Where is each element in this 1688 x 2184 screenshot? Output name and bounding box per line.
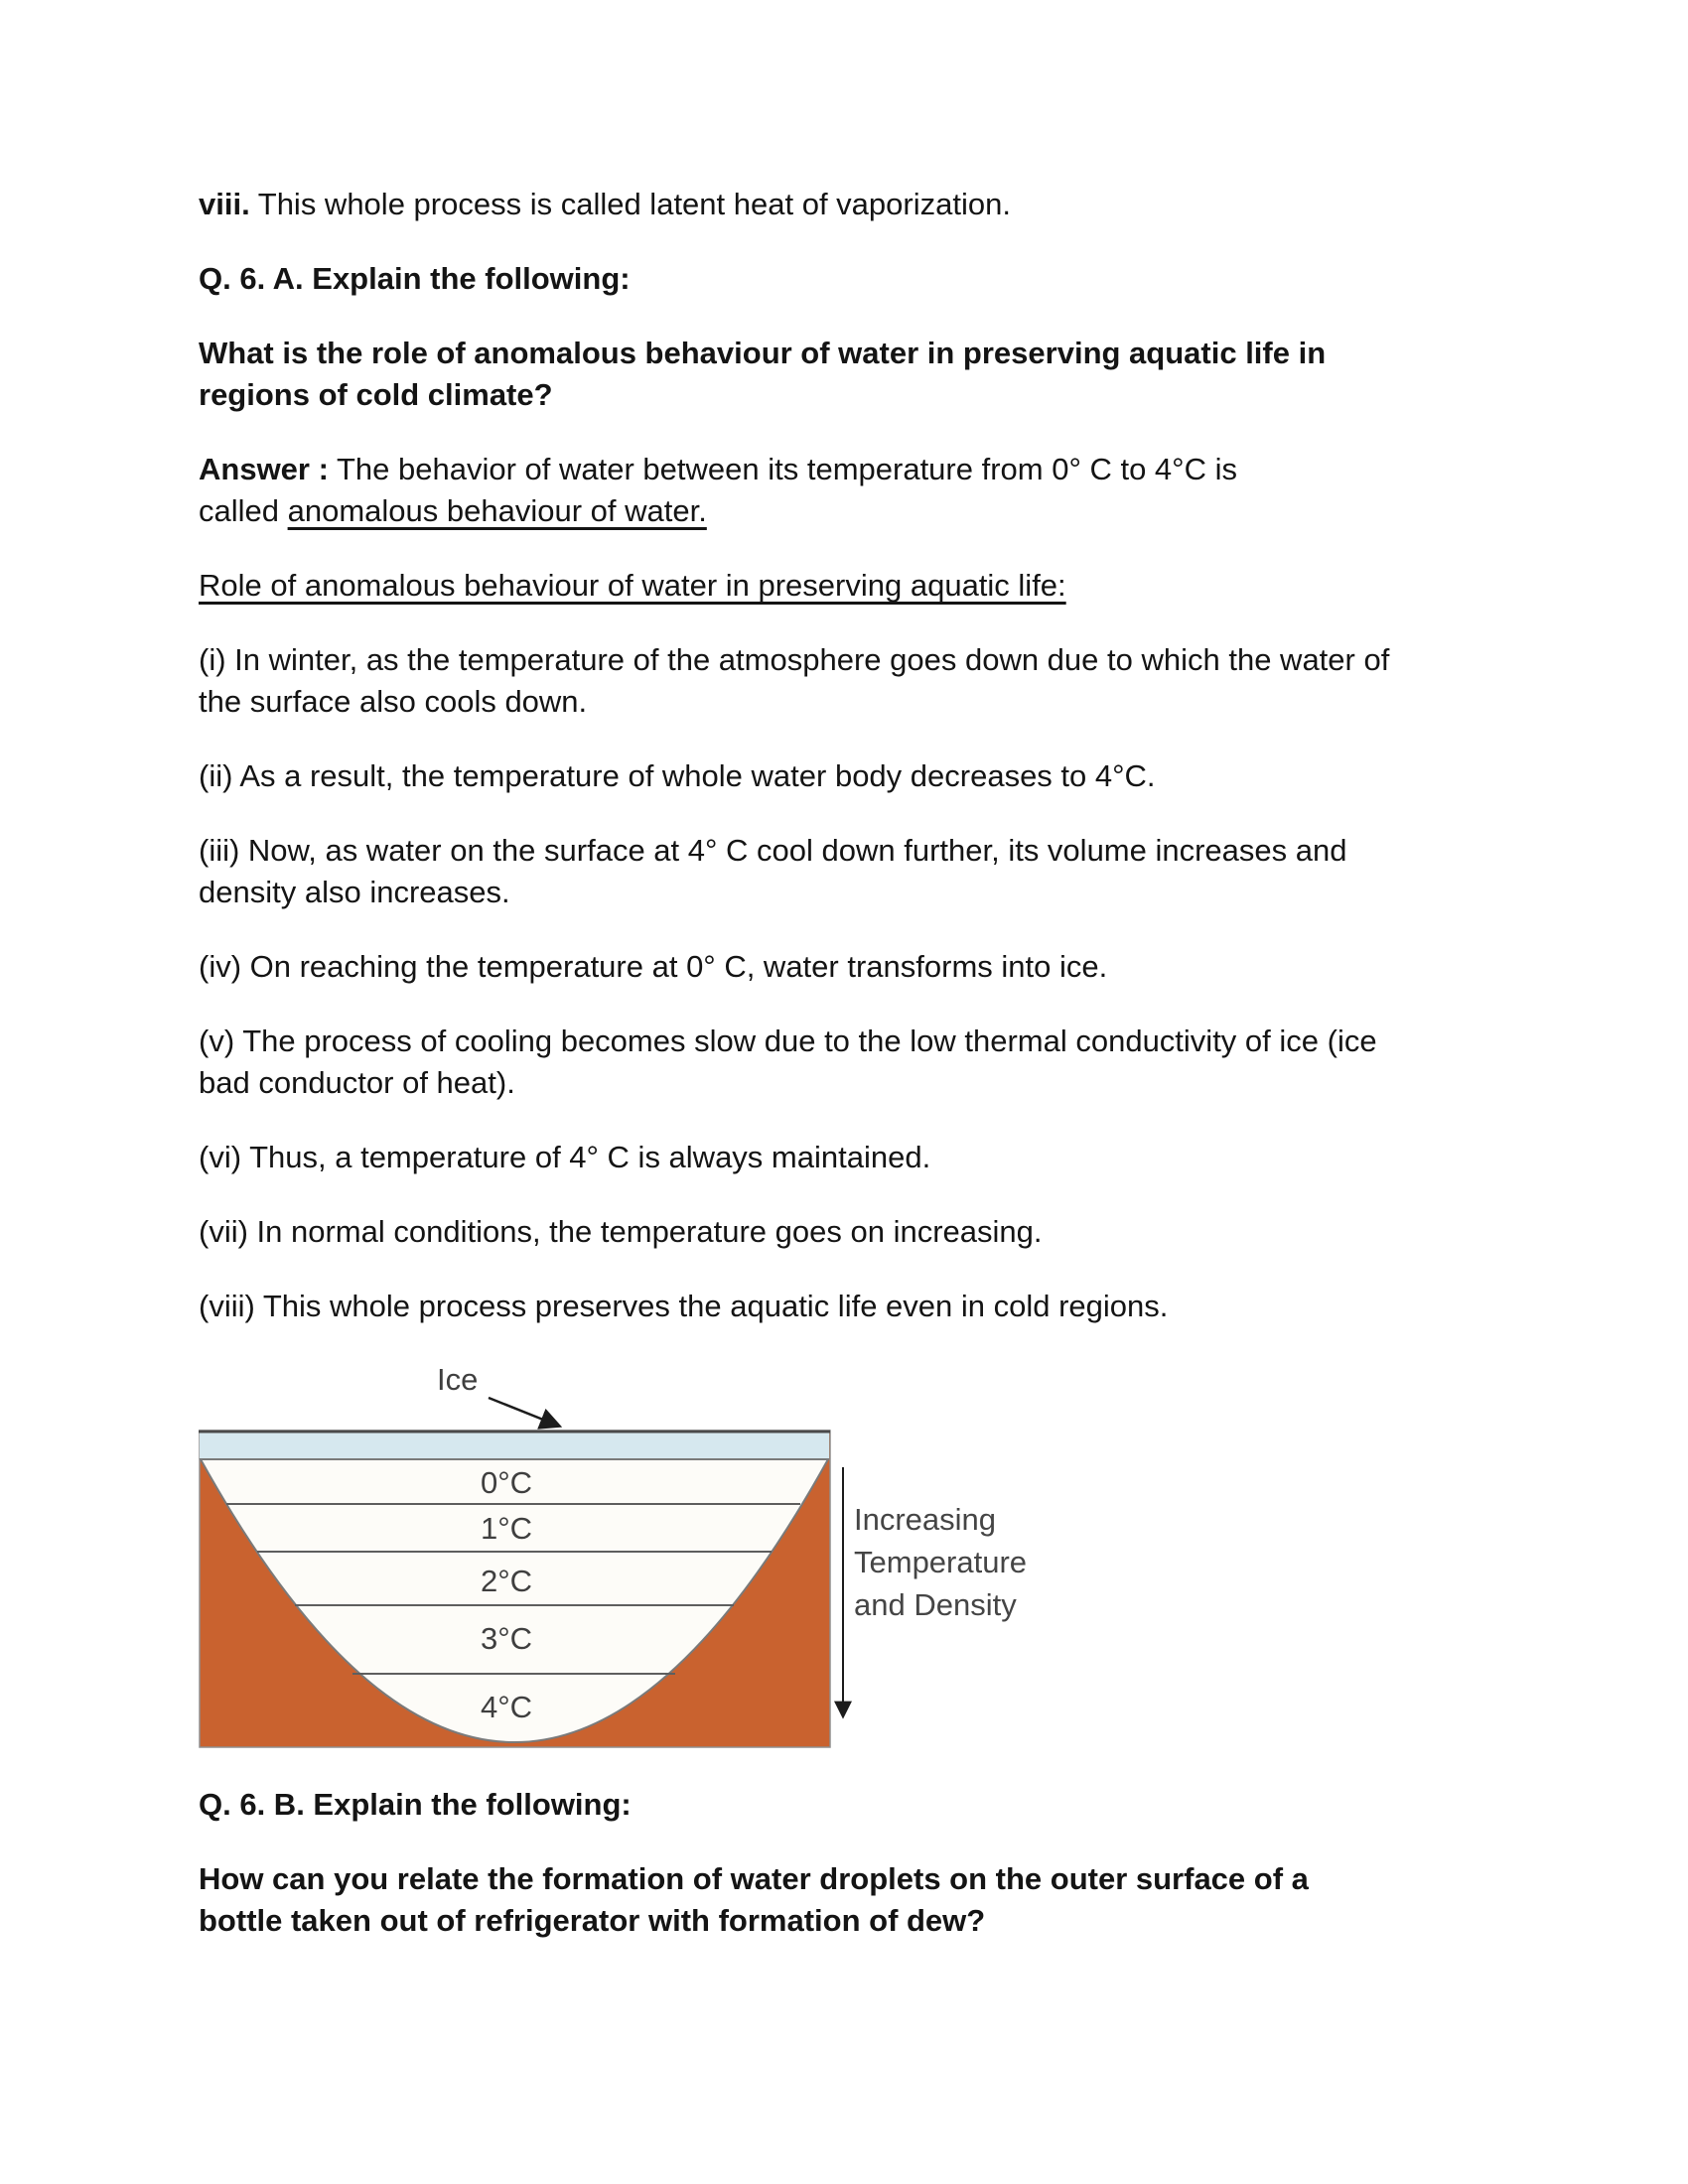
side-label-line: and Density — [854, 1587, 1017, 1622]
text-line: called — [199, 493, 288, 528]
paragraph-viii-vaporization — [199, 184, 1648, 225]
text-line: bad conductor of heat). — [199, 1065, 515, 1100]
text-line: bottle taken out of refrigerator with formation of dew? — [199, 1903, 986, 1938]
text-line: (v) The process of cooling becomes slow due to the low thermal conductivity of ice (ice — [199, 1024, 1377, 1058]
text-line: (viii) This whole process preserves the aquatic life even in cold regions. — [199, 1289, 1169, 1323]
text-line: (iv) On reaching the temperature at 0° C, water transforms into ice. — [199, 949, 1108, 984]
text-line: density also increases. — [199, 875, 510, 909]
role-heading — [199, 565, 1648, 607]
underlined-term: anomalous behaviour of water. — [287, 493, 707, 528]
ice-arrow — [489, 1398, 558, 1426]
list-marker: viii. — [199, 187, 250, 221]
point-vii — [199, 1211, 1648, 1253]
side-label-line: Temperature — [854, 1545, 1028, 1579]
text-line: (ii) As a result, the temperature of whole water body decreases to 4°C. — [199, 758, 1156, 793]
question-6b-heading — [199, 1784, 1648, 1826]
text-line: What is the role of anomalous behaviour of water in preserving aquatic life in — [199, 336, 1327, 370]
ice-layer — [200, 1433, 829, 1458]
text-line: (i) In winter, as the temperature of the atmosphere goes down due to which the water of — [199, 642, 1390, 677]
text-line: Q. 6. A. Explain the following: — [199, 261, 631, 296]
point-i — [199, 639, 1648, 723]
text-line: Q. 6. B. Explain the following: — [199, 1787, 632, 1822]
point-iv — [199, 946, 1648, 988]
point-v — [199, 1021, 1648, 1104]
layer-label-0c: 0°C — [480, 1465, 533, 1500]
side-label-line: Increasing — [854, 1502, 997, 1537]
text-line: This whole process is called latent heat of vaporization. — [249, 187, 1011, 221]
point-ii — [199, 755, 1648, 797]
ice-label: Ice — [437, 1362, 479, 1397]
layer-label-3c: 3°C — [480, 1621, 533, 1656]
text-line: the surface also cools down. — [199, 684, 588, 719]
text-line: How can you relate the formation of water droplets on the outer surface of a — [199, 1861, 1309, 1896]
layer-label-2c: 2°C — [480, 1564, 533, 1598]
document-content — [199, 184, 1648, 1975]
text-line: The behavior of water between its temperature from 0° C to 4°C is — [328, 452, 1237, 486]
point-viii — [199, 1286, 1648, 1327]
lake-temperature-diagram — [199, 1360, 1112, 1767]
text-line: (vi) Thus, a temperature of 4° C is always maintained. — [199, 1140, 931, 1174]
point-iii — [199, 830, 1648, 913]
layer-label-1c: 1°C — [480, 1511, 533, 1546]
layer-label-4c: 4°C — [480, 1690, 533, 1724]
question-6b-text — [199, 1858, 1648, 1942]
question-6a-heading — [199, 258, 1648, 300]
point-vi — [199, 1137, 1648, 1178]
answer-label: Answer : — [199, 452, 329, 486]
text-line: (vii) In normal conditions, the temperature goes on increasing. — [199, 1214, 1043, 1249]
text-line: Role of anomalous behaviour of water in preserving aquatic life: — [199, 568, 1066, 603]
text-line: (iii) Now, as water on the surface at 4° C cool down further, its volume increases and — [199, 833, 1347, 868]
text-line: regions of cold climate? — [199, 377, 553, 412]
answer-paragraph — [199, 449, 1648, 532]
question-6a-text — [199, 333, 1648, 416]
